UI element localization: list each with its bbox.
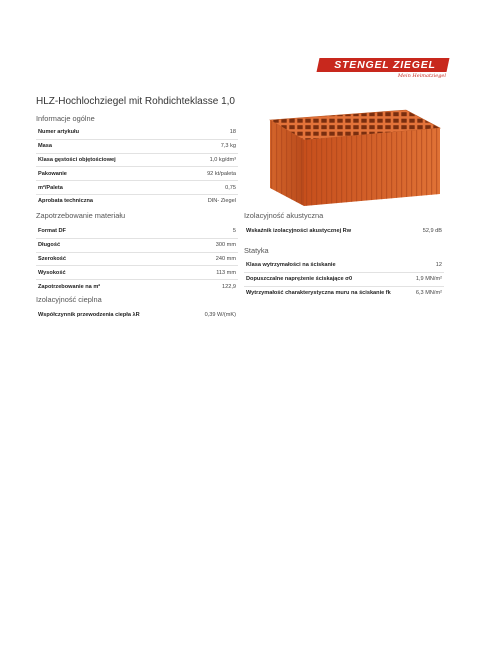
table-row: Wytrzymałość charakterystyczna muru na ściskanie fk 6,3 MN/m² xyxy=(246,289,442,296)
table-row: Zapotrzebowanie na m² 122,9 xyxy=(38,283,236,290)
thermal-table xyxy=(36,309,238,322)
table-row: Format DF 5 xyxy=(36,225,238,238)
section-material-heading: Zapotrzebowanie materiału xyxy=(36,211,126,220)
brand-logo xyxy=(318,58,452,82)
acoustic-table xyxy=(244,225,444,238)
brick-image xyxy=(256,98,444,210)
table-row: Aprobata techniczna DIN- Ziegel xyxy=(38,198,236,205)
statics-table xyxy=(244,259,444,299)
page-title: HLZ-Hochlochziegel mit Rohdichteklasse 1,0 xyxy=(36,96,235,107)
general-table xyxy=(36,126,238,208)
table-row: Wysokość 113 mm xyxy=(36,266,238,280)
table-row: Pakowanie 92 kt/paleta xyxy=(36,167,238,181)
section-general-heading: Informacje ogólne xyxy=(36,114,95,123)
table-row: Dopuszczalne naprężenie ściskające σ0 1,9 MN/m² xyxy=(244,272,444,286)
table-row: Długość 300 mm xyxy=(36,238,238,252)
table-row: Klasa wytrzymałości na ściskanie 12 xyxy=(244,259,444,272)
table-row: m²/Paleta 0,75 xyxy=(36,181,238,195)
table-row: Szerokość 240 mm xyxy=(36,252,238,266)
table-row: Współczynnik przewodzenia ciepła λR 0,39 W/(mK) xyxy=(38,312,236,319)
table-row: Klasa gęstości objętościowej 1,0 kg/dm³ xyxy=(36,153,238,167)
table-row: Wskaźnik izolacyjności akustycznej Rw 52,9 dB xyxy=(246,228,442,235)
section-thermal-heading: Izolacyjność cieplna xyxy=(36,295,102,304)
material-table xyxy=(36,225,238,293)
table-row: Masa 7,3 kg xyxy=(36,139,238,153)
logo-tagline: Mein Heimatziegel xyxy=(397,73,446,79)
section-statics-heading: Statyka xyxy=(244,246,269,255)
section-acoustic-heading: Izolacyjność akustyczna xyxy=(244,211,324,220)
logo-wordmark: STENGEL ZIEGEL xyxy=(334,59,436,71)
table-row: Numer artykułu 18 xyxy=(36,126,238,139)
